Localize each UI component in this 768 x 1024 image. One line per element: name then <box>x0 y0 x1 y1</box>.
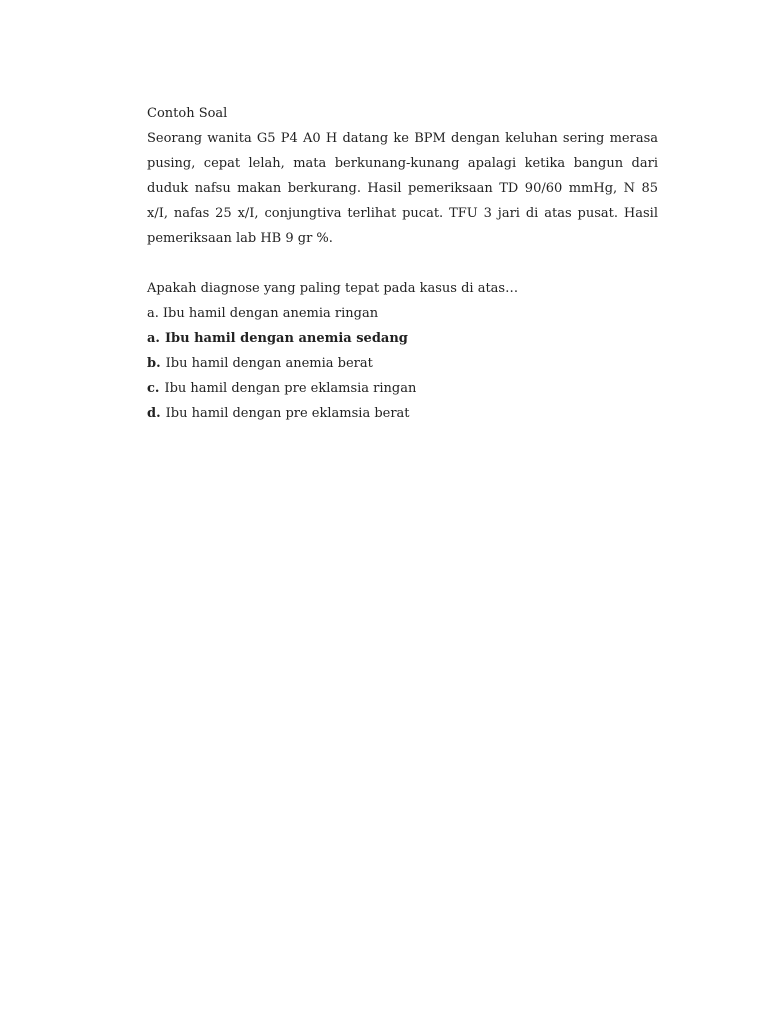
option-d <box>147 401 658 426</box>
option-b <box>147 351 658 376</box>
option-text: Ibu hamil dengan pre eklamsia ringan <box>164 381 417 396</box>
option-letter: a. <box>147 306 159 321</box>
document-title: Contoh Soal <box>147 106 228 121</box>
option-letter: c. <box>147 381 160 396</box>
option-text: Ibu hamil dengan anemia sedang <box>164 331 408 346</box>
option-text: Ibu hamil dengan anemia ringan <box>162 306 379 321</box>
option-c <box>147 376 658 401</box>
question-text: Apakah diagnose yang paling tepat pada kasus di atas… <box>147 281 519 296</box>
option-text: Ibu hamil dengan pre eklamsia berat <box>165 406 410 421</box>
option-a-answer <box>147 326 658 351</box>
document-page <box>147 101 658 426</box>
option-text: Ibu hamil dengan anemia berat <box>165 356 373 371</box>
option-letter: d. <box>147 406 161 421</box>
case-paragraph: Seorang wanita G5 P4 A0 H datang ke BPM dengan keluhan sering merasa pusing, cepat lelah, mata berkunang-kunang apalagi ketika bangun dari duduk nafsu makan berkurang. Hasil pemeriksaan TD 90/60 mmHg, N 85 x/I, nafas 25 x/I, conjungtiva terlihat pucat. TFU 3 jari di atas pusat. Hasil pemeriksaan lab HB 9 gr %. <box>147 131 658 246</box>
blank-line <box>147 251 658 276</box>
option-a-plain <box>147 301 658 326</box>
option-letter: b. <box>147 356 161 371</box>
option-letter: a. <box>147 331 160 346</box>
